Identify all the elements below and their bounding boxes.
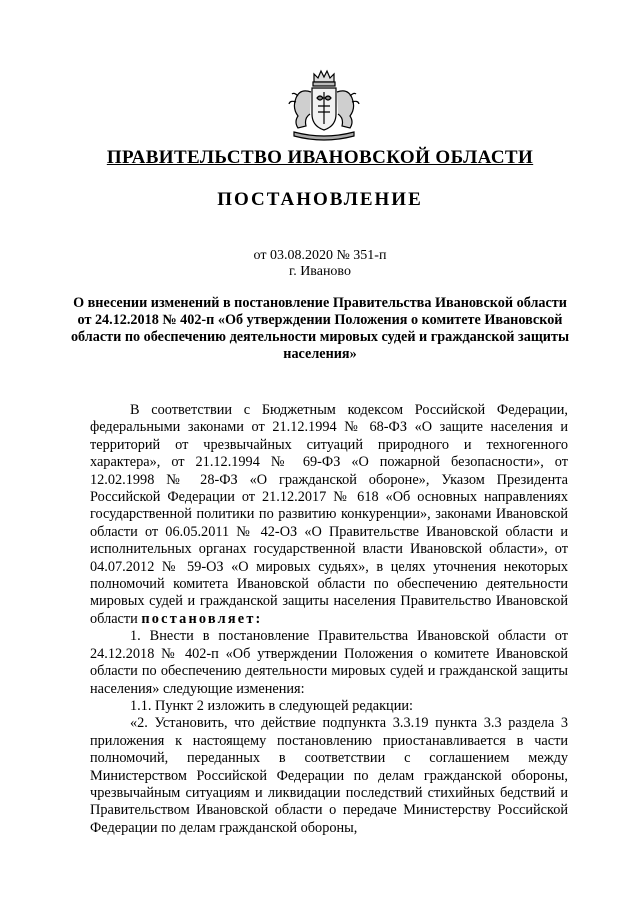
government-name: ПРАВИТЕЛЬСТВО ИВАНОВСКОЙ ОБЛАСТИ — [106, 147, 534, 168]
item-1-1: 1.1. Пункт 2 изложить в следующей редакции: — [130, 697, 413, 714]
date-number: от 03.08.2020 № 351-п — [253, 248, 387, 263]
coat-of-arms-icon — [284, 68, 364, 144]
preamble-text: В соответствии с Бюджетным кодексом Российской Федерации, федеральными законами от 21.12.1994 № 68-ФЗ «О защите населения и территорий от чрезвычайных ситуаций природного и техногенного характера», от 21.12.1994 № 69-ФЗ «О пожарной безопасности», от 12.02.1998 № 28-ФЗ «О гражданской обороне», Указом Президента Российской Федерации от 21.12.2017 № 618 «Об основных направлениях государственной политики по развитию конкуренции», законами Ивановской области от 06.05.2011 № 42-ОЗ «О Правительстве Ивановской области и исполнительных органах государственной власти Ивановской области», от 04.07.2012 № 59-ОЗ «О мировых судьях», в целях уточнения некоторых полномочий комитета Ивановской области по обеспечению деятельности мировых судей и гражданской защиты населения Правительство Ивановской области — [90, 402, 568, 627]
item-1: 1. Внести в постановление Правительства Ивановской области от 24.12.2018 № 402-п «Об утверждении Положения о комитете Ивановской области по обеспечению деятельности мировых судей и гражданской защиты населения» следующие изменения: — [90, 628, 568, 697]
quoted-paragraph: «2. Установить, что действие подпункта 3.3.19 пункта 3.3 раздела 3 приложения к настоящему постановлению приостанавливается в части полномочий, переданных в соответствии с соглашением между Министерством Российской Федерации по делам гражданской обороны, чрезвычайным ситуациям и ликвидации последствий стихийных бедствий и Правительством Ивановской области о передаче Министерству Российской Федерации по делам гражданской обороны, — [90, 715, 568, 836]
preamble-paragraph — [90, 402, 568, 628]
document-type: ПОСТАНОВЛЕНИЕ — [217, 189, 423, 210]
decree-word: постановляет: — [141, 610, 263, 627]
document-title: О внесении изменений в постановление Правительства Ивановской области от 24.12.2018 № 402-п «Об утверждении Положения о комитете Ивановской области по обеспечению деятельности мировых судей и гражданской защиты населения» — [70, 295, 570, 362]
document-body — [90, 402, 568, 837]
city: г. Иваново — [289, 264, 351, 279]
